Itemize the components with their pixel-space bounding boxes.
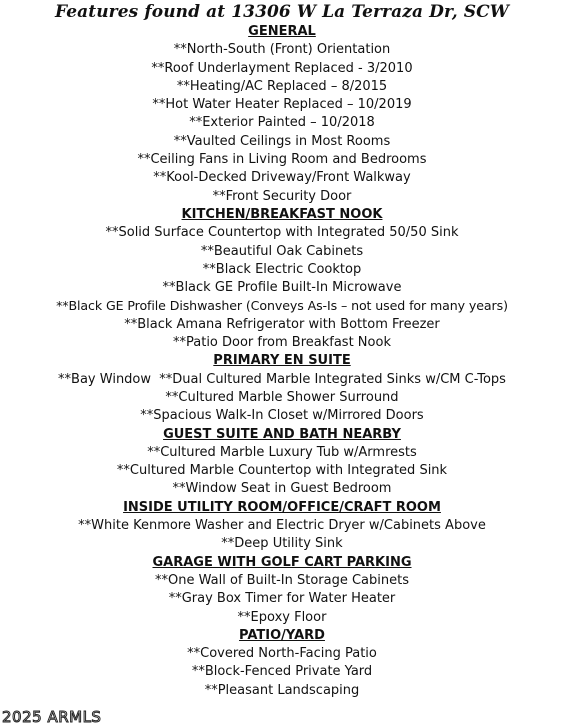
list-item: **Front Security Door: [212, 188, 352, 204]
list-item: **Kool-Decked Driveway/Front Walkway: [153, 170, 411, 186]
list-item: **Cultured Marble Luxury Tub w/Armrests: [147, 444, 417, 460]
list-item: **Block-Fenced Private Yard: [191, 664, 373, 680]
list-item: **Cultured Marble Countertop with Integrated Sink: [116, 463, 448, 479]
section-heading-kitchen: KITCHEN/BREAKFAST NOOK: [181, 206, 383, 222]
section-heading-guest-suite: GUEST SUITE AND BATH NEARBY: [163, 426, 401, 442]
section-heading-utility-room: INSIDE UTILITY ROOM/OFFICE/CRAFT ROOM: [123, 499, 441, 515]
list-item: **North-South (Front) Orientation: [173, 42, 391, 58]
list-item: **Roof Underlayment Replaced - 3/2010: [151, 60, 413, 76]
section-heading-patio-yard: PATIO/YARD: [239, 627, 325, 643]
watermark: 2025 ARMLS: [2, 708, 102, 726]
list-item: **Black Amana Refrigerator with Bottom Freezer: [124, 316, 440, 332]
list-item: **Black GE Profile Dishwasher (Conveys As-Is – not used for many years): [56, 298, 508, 314]
list-item: **Window Seat in Guest Bedroom: [172, 481, 392, 497]
feature-list: [0, 23, 564, 700]
section-heading-general: GENERAL: [248, 24, 316, 39]
document-title: Features found at 13306 W La Terraza Dr, SCW: [55, 2, 509, 22]
list-item: **Black Electric Cooktop: [202, 261, 362, 277]
list-item: **Covered North-Facing Patio: [187, 646, 377, 662]
list-item: **Exterior Painted – 10/2018: [189, 115, 375, 131]
list-item: **One Wall of Built-In Storage Cabinets: [155, 572, 409, 588]
list-item: **Hot Water Heater Replaced – 10/2019: [152, 97, 412, 113]
list-item: **Bay Window **Dual Cultured Marble Integrated Sinks w/CM C-Tops: [58, 371, 506, 387]
list-item: **Vaulted Ceilings in Most Rooms: [173, 133, 391, 149]
list-item: **White Kenmore Washer and Electric Dryer w/Cabinets Above: [78, 518, 486, 534]
list-item: **Patio Door from Breakfast Nook: [173, 335, 391, 351]
section-heading-garage: GARAGE WITH GOLF CART PARKING: [152, 554, 412, 570]
list-item: **Solid Surface Countertop with Integrated 50/50 Sink: [105, 225, 459, 241]
list-item: **Beautiful Oak Cabinets: [200, 243, 364, 259]
list-item: **Deep Utility Sink: [221, 536, 343, 552]
list-item: **Gray Box Timer for Water Heater: [168, 591, 396, 607]
list-item: **Ceiling Fans in Living Room and Bedrooms: [137, 152, 427, 168]
section-heading-primary-suite: PRIMARY EN SUITE: [213, 353, 351, 369]
list-item: **Epoxy Floor: [237, 609, 327, 625]
list-item: **Black GE Profile Built-In Microwave: [162, 280, 402, 296]
list-item: **Pleasant Landscaping: [204, 682, 360, 698]
list-item: **Heating/AC Replaced – 8/2015: [176, 78, 388, 94]
list-item: **Cultured Marble Shower Surround: [165, 389, 399, 405]
list-item: **Spacious Walk-In Closet w/Mirrored Doors: [140, 408, 424, 424]
